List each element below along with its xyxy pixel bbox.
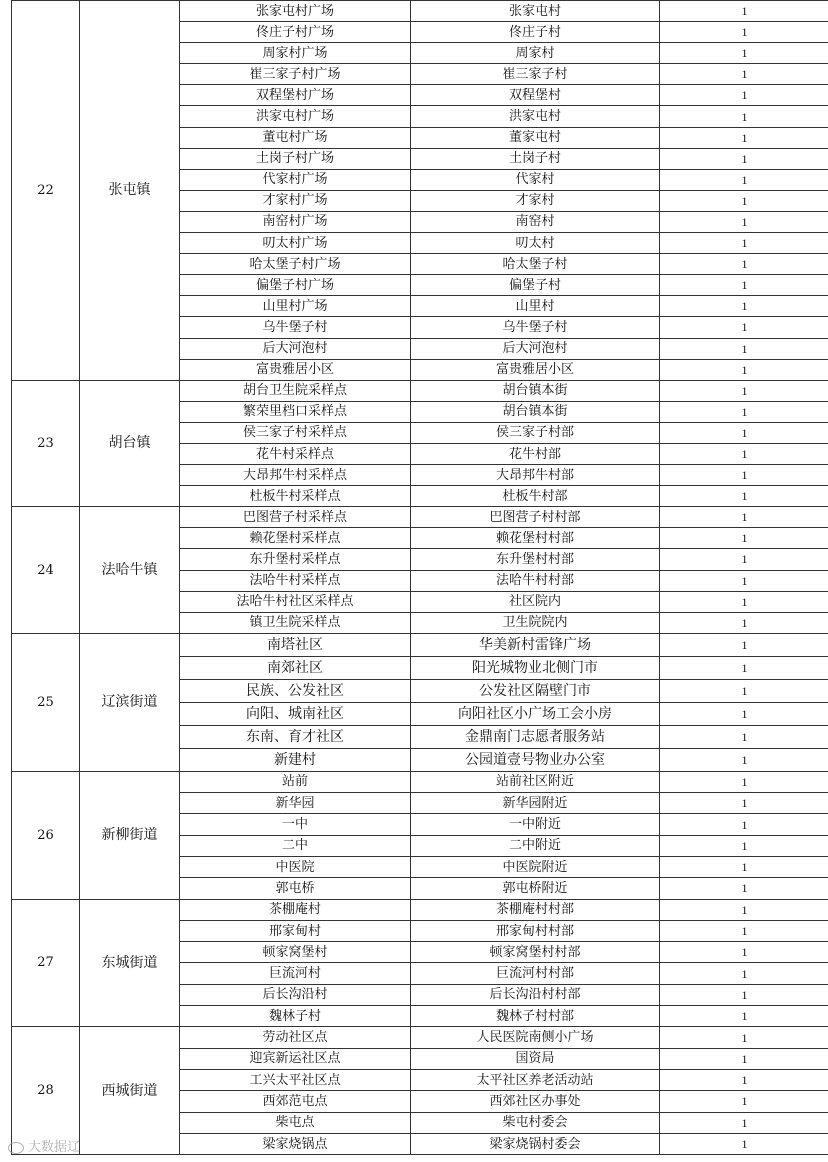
- site-name: 富贵雅居小区: [180, 359, 411, 380]
- site-name: 茶棚庵村: [180, 899, 411, 920]
- table-row: [12, 1, 828, 22]
- site-count: 1: [660, 486, 828, 507]
- chat-bubble-icon: [8, 1142, 24, 1154]
- site-location: 山里村: [411, 296, 660, 317]
- site-count: 1: [660, 633, 828, 656]
- site-name: 一中: [180, 814, 411, 835]
- table-row: [12, 633, 828, 656]
- site-location: 偏堡子村: [411, 275, 660, 296]
- site-count: 1: [660, 748, 828, 771]
- site-count: 1: [660, 380, 828, 401]
- site-count: 1: [660, 211, 828, 232]
- site-name: 巨流河村: [180, 963, 411, 984]
- site-count: 1: [660, 296, 828, 317]
- group-number: 28: [12, 1027, 80, 1155]
- site-count: 1: [660, 1027, 828, 1048]
- town-name: 辽滨街道: [80, 633, 180, 771]
- site-location: 柴屯村委会: [411, 1112, 660, 1133]
- site-name: 二中: [180, 835, 411, 856]
- site-name: 偏堡子村广场: [180, 275, 411, 296]
- watermark: [8, 1136, 80, 1155]
- site-name: 邢家甸村: [180, 920, 411, 941]
- site-name: 叨太村广场: [180, 233, 411, 254]
- site-location: 巴图营子村村部: [411, 507, 660, 528]
- site-location: 土岗子村: [411, 148, 660, 169]
- table-row: [12, 771, 828, 792]
- site-location: 张家屯村: [411, 1, 660, 22]
- site-location: 卫生院院内: [411, 612, 660, 633]
- site-count: 1: [660, 1112, 828, 1133]
- site-name: 西郊范屯点: [180, 1091, 411, 1112]
- site-name: 花牛村采样点: [180, 443, 411, 464]
- site-location: 胡台镇本街: [411, 380, 660, 401]
- site-location: 公发社区隔壁门市: [411, 679, 660, 702]
- group-number: 26: [12, 771, 80, 899]
- site-name: 赖花堡村采样点: [180, 528, 411, 549]
- site-location: 杜板牛村部: [411, 486, 660, 507]
- site-location: 法哈牛村村部: [411, 570, 660, 591]
- town-name: 张屯镇: [80, 1, 180, 381]
- site-location: 中医院附近: [411, 857, 660, 878]
- site-name: 柴屯点: [180, 1112, 411, 1133]
- site-name: 民族、公发社区: [180, 679, 411, 702]
- site-location: 后长沟沿村村部: [411, 984, 660, 1005]
- site-count: 1: [660, 549, 828, 570]
- site-count: 1: [660, 1006, 828, 1027]
- site-location: 二中附近: [411, 835, 660, 856]
- site-count: 1: [660, 963, 828, 984]
- site-name: 中医院: [180, 857, 411, 878]
- site-location: 赖花堡村村部: [411, 528, 660, 549]
- site-count: 1: [660, 190, 828, 211]
- site-count: 1: [660, 22, 828, 43]
- site-location: 人民医院南侧小广场: [411, 1027, 660, 1048]
- site-location: 郭屯桥附近: [411, 878, 660, 899]
- site-name: 山里村广场: [180, 296, 411, 317]
- site-location: 东升堡村村部: [411, 549, 660, 570]
- site-name: 郭屯桥: [180, 878, 411, 899]
- site-name: 法哈牛村社区采样点: [180, 591, 411, 612]
- town-name: 法哈牛镇: [80, 507, 180, 634]
- site-location: 洪家屯村: [411, 106, 660, 127]
- site-name: 巴图营子村采样点: [180, 507, 411, 528]
- site-name: 周家村广场: [180, 43, 411, 64]
- site-name: 代家村广场: [180, 169, 411, 190]
- site-location: 才家村: [411, 190, 660, 211]
- table-row: [12, 507, 828, 528]
- site-location: 乌牛堡子村: [411, 317, 660, 338]
- town-name: 东城街道: [80, 899, 180, 1027]
- site-count: 1: [660, 507, 828, 528]
- site-name: 崔三家子村广场: [180, 64, 411, 85]
- site-name: 南窑村广场: [180, 211, 411, 232]
- site-count: 1: [660, 942, 828, 963]
- site-count: 1: [660, 64, 828, 85]
- site-count: 1: [660, 899, 828, 920]
- site-count: 1: [660, 359, 828, 380]
- site-count: 1: [660, 1048, 828, 1069]
- site-location: 崔三家子村: [411, 64, 660, 85]
- site-count: 1: [660, 106, 828, 127]
- site-count: 1: [660, 443, 828, 464]
- site-count: 1: [660, 656, 828, 679]
- site-location: 站前社区附近: [411, 771, 660, 792]
- site-count: 1: [660, 793, 828, 814]
- site-name: 顿家窝堡村: [180, 942, 411, 963]
- site-location: 侯三家子村部: [411, 422, 660, 443]
- site-location: 公园道壹号物业办公室: [411, 748, 660, 771]
- site-name: 法哈牛村采样点: [180, 570, 411, 591]
- site-name: 新华园: [180, 793, 411, 814]
- site-count: 1: [660, 233, 828, 254]
- group-number: 23: [12, 380, 80, 507]
- site-count: 1: [660, 878, 828, 899]
- site-count: 1: [660, 338, 828, 359]
- site-name: 佟庄子村广场: [180, 22, 411, 43]
- site-location: 西郊社区办事处: [411, 1091, 660, 1112]
- site-name: 土岗子村广场: [180, 148, 411, 169]
- site-count: 1: [660, 127, 828, 148]
- site-location: 南窑村: [411, 211, 660, 232]
- site-count: 1: [660, 570, 828, 591]
- site-name: 南塔社区: [180, 633, 411, 656]
- site-name: 向阳、城南社区: [180, 702, 411, 725]
- site-name: 新建村: [180, 748, 411, 771]
- site-count: 1: [660, 612, 828, 633]
- site-count: 1: [660, 254, 828, 275]
- site-count: 1: [660, 1091, 828, 1112]
- site-location: 新华园附近: [411, 793, 660, 814]
- site-location: 董家屯村: [411, 127, 660, 148]
- site-count: 1: [660, 85, 828, 106]
- site-count: 1: [660, 275, 828, 296]
- site-name: 双程堡村广场: [180, 85, 411, 106]
- table-body: [12, 1, 828, 1155]
- site-count: 1: [660, 1133, 828, 1154]
- table-row: [12, 1027, 828, 1048]
- sampling-sites-table: [11, 0, 828, 1155]
- site-count: 1: [660, 1, 828, 22]
- site-location: 梁家烧锅村委会: [411, 1133, 660, 1154]
- group-number: 24: [12, 507, 80, 634]
- site-count: 1: [660, 465, 828, 486]
- town-name: 新柳街道: [80, 771, 180, 899]
- site-name: 镇卫生院采样点: [180, 612, 411, 633]
- site-count: 1: [660, 679, 828, 702]
- site-name: 梁家烧锅点: [180, 1133, 411, 1154]
- site-location: 国资局: [411, 1048, 660, 1069]
- watermark-text: 大数据辽: [28, 1140, 81, 1155]
- site-name: 东南、育才社区: [180, 725, 411, 748]
- site-name: 繁荣里档口采样点: [180, 401, 411, 422]
- site-count: 1: [660, 1069, 828, 1090]
- site-location: 金鼎南门志愿者服务站: [411, 725, 660, 748]
- site-count: 1: [660, 984, 828, 1005]
- site-count: 1: [660, 317, 828, 338]
- site-count: 1: [660, 401, 828, 422]
- site-location: 哈太堡子村: [411, 254, 660, 275]
- site-location: 茶棚庵村村部: [411, 899, 660, 920]
- site-count: 1: [660, 835, 828, 856]
- site-count: 1: [660, 169, 828, 190]
- site-location: 顿家窝堡村村部: [411, 942, 660, 963]
- site-name: 洪家屯村广场: [180, 106, 411, 127]
- site-location: 胡台镇本街: [411, 401, 660, 422]
- site-name: 董屯村广场: [180, 127, 411, 148]
- site-name: 哈太堡子村广场: [180, 254, 411, 275]
- town-name: 胡台镇: [80, 380, 180, 507]
- site-location: 周家村: [411, 43, 660, 64]
- site-location: 社区院内: [411, 591, 660, 612]
- site-location: 佟庄子村: [411, 22, 660, 43]
- site-count: 1: [660, 771, 828, 792]
- site-count: 1: [660, 725, 828, 748]
- site-count: 1: [660, 43, 828, 64]
- site-name: 后大河泡村: [180, 338, 411, 359]
- site-name: 东升堡村采样点: [180, 549, 411, 570]
- site-location: 太平社区养老活动站: [411, 1069, 660, 1090]
- site-count: 1: [660, 422, 828, 443]
- site-location: 富贵雅居小区: [411, 359, 660, 380]
- site-location: 大昂邦牛村部: [411, 465, 660, 486]
- site-location: 阳光城物业北侧门市: [411, 656, 660, 679]
- town-name: 西城街道: [80, 1027, 180, 1155]
- site-location: 叨太村: [411, 233, 660, 254]
- site-count: 1: [660, 857, 828, 878]
- site-count: 1: [660, 814, 828, 835]
- site-name: 劳动社区点: [180, 1027, 411, 1048]
- site-name: 迎宾新运社区点: [180, 1048, 411, 1069]
- site-name: 南郊社区: [180, 656, 411, 679]
- site-name: 站前: [180, 771, 411, 792]
- site-count: 1: [660, 148, 828, 169]
- site-name: 后长沟沿村: [180, 984, 411, 1005]
- site-location: 华美新村雷锋广场: [411, 633, 660, 656]
- site-location: 双程堡村: [411, 85, 660, 106]
- site-location: 魏林子村村部: [411, 1006, 660, 1027]
- table-row: [12, 899, 828, 920]
- site-location: 后大河泡村: [411, 338, 660, 359]
- site-name: 魏林子村: [180, 1006, 411, 1027]
- site-name: 乌牛堡子村: [180, 317, 411, 338]
- site-location: 巨流河村村部: [411, 963, 660, 984]
- site-name: 张家屯村广场: [180, 1, 411, 22]
- site-count: 1: [660, 702, 828, 725]
- site-name: 工兴太平社区点: [180, 1069, 411, 1090]
- site-count: 1: [660, 528, 828, 549]
- site-count: 1: [660, 591, 828, 612]
- site-name: 杜板牛村采样点: [180, 486, 411, 507]
- site-name: 大昂邦牛村采样点: [180, 465, 411, 486]
- site-count: 1: [660, 920, 828, 941]
- group-number: 27: [12, 899, 80, 1027]
- site-location: 代家村: [411, 169, 660, 190]
- site-name: 胡台卫生院采样点: [180, 380, 411, 401]
- site-location: 一中附近: [411, 814, 660, 835]
- group-number: 22: [12, 1, 80, 381]
- site-name: 才家村广场: [180, 190, 411, 211]
- group-number: 25: [12, 633, 80, 771]
- site-location: 邢家甸村村部: [411, 920, 660, 941]
- site-name: 侯三家子村采样点: [180, 422, 411, 443]
- site-location: 向阳社区小广场工会小房: [411, 702, 660, 725]
- site-location: 花牛村部: [411, 443, 660, 464]
- table-row: [12, 380, 828, 401]
